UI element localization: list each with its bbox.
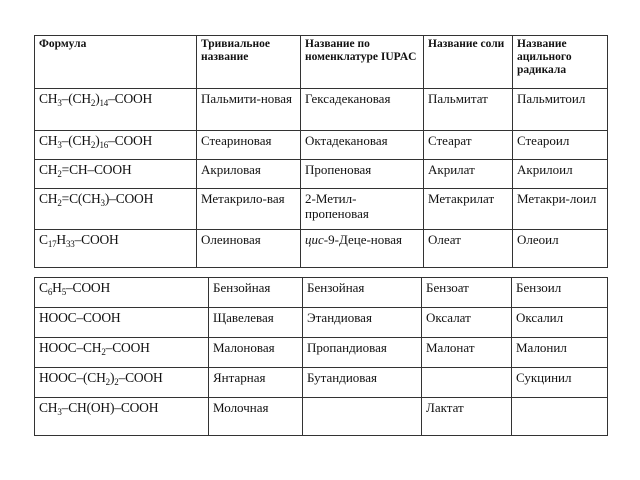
formula-text: H [56,232,66,247]
formula-cell [35,278,209,308]
salt-name-cell [422,368,512,398]
acyl-radical-cell [512,278,608,308]
cell-text: Малоновая [213,340,275,355]
header-row [35,36,608,89]
cell-text: Олеиновая [201,232,261,247]
formula-text: ) [95,133,100,148]
salt-name-cell [422,338,512,368]
formula-text: CH [39,162,58,177]
formula-text: )–COOH [104,191,154,206]
formula-subscript: 2 [57,169,62,179]
table-row [35,189,608,230]
cell-text: Оксалил [516,310,564,325]
formula-text: HOOC–COOH [39,310,121,325]
iupac-name-cell [303,398,422,436]
header-iupac-name: Название по номенклатуре IUPAC [301,36,424,89]
salt-name-cell [424,89,513,131]
cell-text: Акриловая [201,162,261,177]
iupac-name-cell [301,131,424,160]
cell-text: Акрилоил [517,162,573,177]
formula-subscript: 2 [101,347,106,357]
cell-text: Пропеновая [305,162,372,177]
salt-name-cell [422,278,512,308]
cell-text: Метакрило-вая [201,191,285,206]
formula-text: CH [39,191,58,206]
formula-subscript: 2 [57,198,62,208]
trivial-name-cell [197,89,301,131]
formula-cell [35,89,197,131]
table-row [35,278,608,308]
formula-subscript: 3 [57,140,62,150]
iupac-name-cell [301,230,424,268]
formula-subscript: 6 [47,287,53,297]
formula-cell [35,368,209,398]
trivial-name-cell [197,160,301,189]
iupac-name-cell [303,368,422,398]
iupac-name-cell [303,308,422,338]
formula-cell [35,230,197,268]
salt-name-cell [424,160,513,189]
trivial-name-cell [209,368,303,398]
salt-name-cell [424,230,513,268]
cell-text: Пропандиовая [307,340,387,355]
table-row [35,308,608,338]
formula-cell [35,160,197,189]
table-row [35,338,608,368]
iupac-name-cell [303,338,422,368]
cell-text: Молочная [213,400,269,415]
trivial-name-cell [209,308,303,338]
iupac-name-cell [301,89,424,131]
table-row [35,160,608,189]
iupac-prefix-italic: цис [305,232,324,247]
cell-text: Метакри-лоил [517,191,597,206]
cell-text: Оксалат [426,310,471,325]
cell-text: 2-Метил-пропеновая [305,191,369,221]
cell-text: Малонат [426,340,475,355]
acyl-radical-cell [513,230,608,268]
formula-cell [35,308,209,338]
formula-text: CH [39,400,58,415]
formula-cell [35,338,209,368]
formula-text: –(CH [61,133,91,148]
cell-text: Гексадекановая [305,91,391,106]
formula-text: –(CH [61,91,91,106]
acyl-radical-cell [513,189,608,230]
formula-subscript: 3 [100,198,105,208]
trivial-name-cell [209,278,303,308]
table-row [35,398,608,436]
formula-text: –CH(OH)–COOH [61,400,159,415]
formula-subscript: 5 [61,287,66,297]
table-row [35,89,608,131]
acyl-radical-cell [512,398,608,436]
cell-text: Бензоат [426,280,469,295]
trivial-name-cell [197,131,301,160]
acids-table-top [34,35,608,268]
cell-text: Бензойная [307,280,365,295]
salt-name-cell [424,131,513,160]
cell-text: Стеариновая [201,133,272,148]
formula-subscript: 2 [105,377,110,387]
trivial-name-cell [197,189,301,230]
cell-text: Малонил [516,340,567,355]
formula-text: –COOH [118,370,163,385]
formula-text: ) [95,91,100,106]
header-formula: Формула [35,36,197,89]
cell-text: Щавелевая [213,310,274,325]
formula-cell [35,131,197,160]
trivial-name-cell [209,338,303,368]
cell-text: Акрилат [428,162,475,177]
cell-text: Пальмитат [428,91,488,106]
formula-text: CH [39,91,58,106]
formula-text: C [39,280,48,295]
formula-text: –COOH [105,340,150,355]
cell-text: Этандиовая [307,310,372,325]
header-trivial-name: Тривиальное название [197,36,301,89]
acyl-radical-cell [512,338,608,368]
cell-text: Бензоил [516,280,562,295]
formula-text: CH [39,133,58,148]
cell-text: Бутандиовая [307,370,377,385]
acyl-radical-cell [513,131,608,160]
formula-subscript: 14 [99,98,109,108]
header-acyl-radical: Название ацильного радикала [513,36,608,89]
formula-text: –COOH [74,232,119,247]
acyl-radical-cell [513,89,608,131]
acyl-radical-cell [513,160,608,189]
iupac-name-cell [301,189,424,230]
acyl-radical-cell [512,308,608,338]
cell-text: Сукцинил [516,370,572,385]
formula-subscript: 3 [57,407,62,417]
cell-text: Стеароил [517,133,570,148]
acids-table-bottom [34,277,608,436]
table-row [35,131,608,160]
table-row [35,230,608,268]
cell-text: Пальмитоил [517,91,586,106]
cell-text: Олеоил [517,232,559,247]
formula-text: HOOC–CH [39,340,102,355]
formula-text: –COOH [108,133,153,148]
cell-text: Олеат [428,232,461,247]
cell-text: Октадекановая [305,133,388,148]
salt-name-cell [424,189,513,230]
trivial-name-cell [197,230,301,268]
formula-text: C [39,232,48,247]
formula-text: –COOH [66,280,111,295]
cell-text: Бензойная [213,280,271,295]
formula-text: ) [109,370,115,385]
cell-text: Стеарат [428,133,472,148]
formula-text: H [52,280,62,295]
formula-subscript: 33 [65,239,75,249]
formula-cell [35,189,197,230]
acyl-radical-cell [512,368,608,398]
formula-subscript: 2 [90,140,96,150]
formula-subscript: 17 [47,239,57,249]
cell-text: Метакрилат [428,191,495,206]
header-salt-name: Название соли [424,36,513,89]
formula-subscript: 2 [90,98,96,108]
formula-text: –COOH [108,91,153,106]
formula-text: HOOC–(CH [39,370,106,385]
trivial-name-cell [209,398,303,436]
cell-text: -9-Деце-новая [323,232,402,247]
iupac-name-cell [301,160,424,189]
formula-subscript: 3 [57,98,62,108]
cell-text: Лактат [426,400,464,415]
cell-text: Янтарная [213,370,266,385]
formula-text: =C(CH [61,191,101,206]
salt-name-cell [422,398,512,436]
salt-name-cell [422,308,512,338]
iupac-name-cell [303,278,422,308]
formula-subscript: 2 [114,377,119,387]
formula-text: =CH–COOH [61,162,132,177]
table-row [35,368,608,398]
formula-subscript: 16 [99,140,109,150]
formula-cell [35,398,209,436]
cell-text: Пальмити-новая [201,91,293,106]
